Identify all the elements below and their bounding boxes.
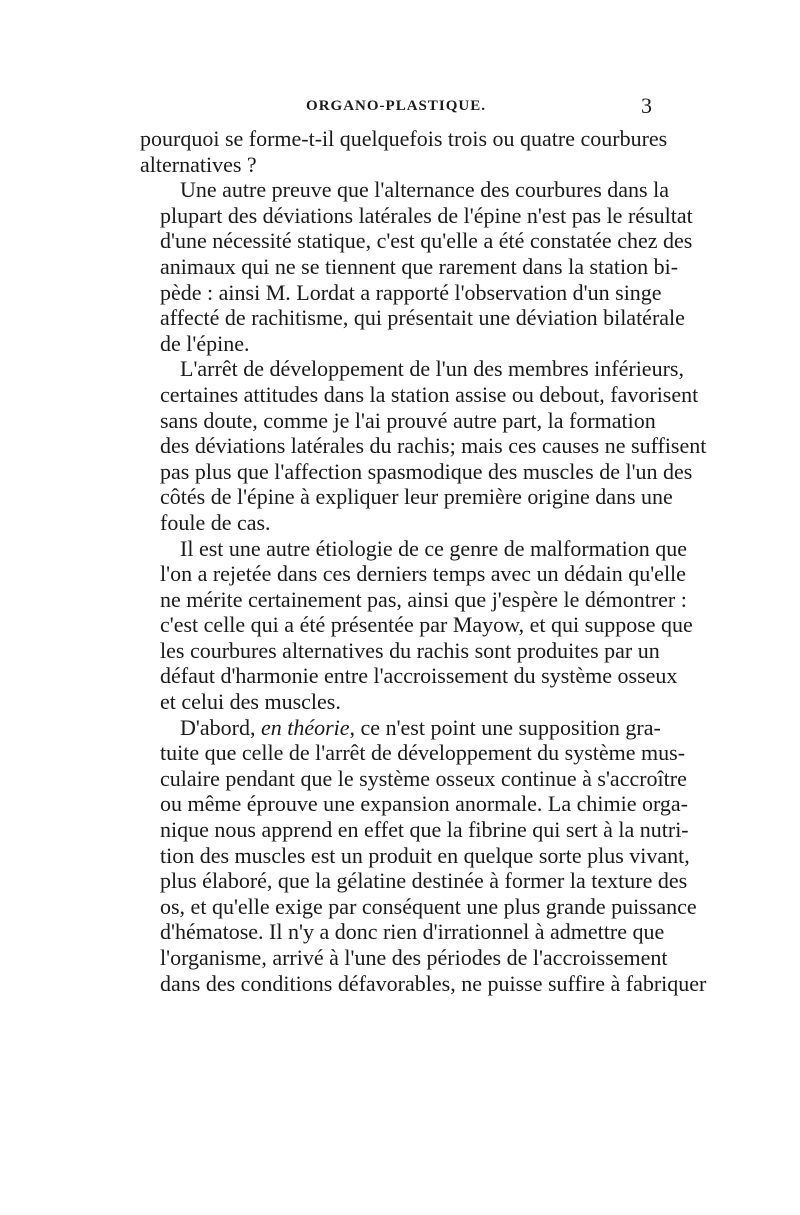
text-line: culaire pendant que le système osseux continue à s'accroître xyxy=(160,765,687,791)
text-line: plupart des déviations latérales de l'épine n'est pas le résultat xyxy=(160,202,693,228)
running-head xyxy=(140,94,652,118)
text-line: nique nous apprend en effet que la fibrine qui sert à la nutri- xyxy=(160,817,689,843)
text-line: L'arrêt de développement de l'un des membres inférieurs, xyxy=(180,356,684,382)
text-line: certaines attitudes dans la station assise ou debout, favorisent xyxy=(160,381,699,407)
text-line: ne mérite certainement pas, ainsi que j'espère le démontrer : xyxy=(160,586,687,612)
text-line: de l'épine. xyxy=(160,330,250,356)
text-line: d'une nécessité statique, c'est qu'elle a été constatée chez des xyxy=(160,228,693,254)
paragraph xyxy=(140,177,693,356)
text-line: sans doute, comme je l'ai prouvé autre part, la formation xyxy=(160,407,656,433)
text-line: plus élaboré, que la gélatine destinée à former la texture des xyxy=(160,868,688,894)
text-line: D'abord, en théorie, ce n'est point une supposition gra- xyxy=(180,714,661,740)
text-line: os, et qu'elle exige par conséquent une plus grande puissance xyxy=(160,893,697,919)
text-line: des déviations latérales du rachis; mais ces causes ne suffisent xyxy=(160,433,707,459)
text-line: Une autre preuve que l'alternance des courbures dans la xyxy=(180,177,669,203)
text-line: et celui des muscles. xyxy=(160,689,341,715)
text-line: animaux qui ne se tiennent que rarement dans la station bi- xyxy=(160,253,679,279)
text-line: pourquoi se forme-t-il quelquefois trois ou quatre courbures xyxy=(140,126,668,151)
text-line: côtés de l'épine à expliquer leur première origine dans une xyxy=(160,484,673,510)
running-title: ORGANO-PLASTIQUE. xyxy=(306,98,486,114)
text-line: c'est celle qui a été présentée par Mayow, et qui suppose que xyxy=(160,612,693,638)
page-number: 3 xyxy=(641,93,652,118)
paragraph xyxy=(140,356,707,535)
text-line: tion des muscles est un produit en quelque sorte plus vivant, xyxy=(160,842,690,868)
paragraph xyxy=(140,714,707,997)
text-line: d'hématose. Il n'y a donc rien d'irrationnel à admettre que xyxy=(160,919,665,945)
body-text xyxy=(140,126,707,996)
text-line: affecté de rachitisme, qui présentait une déviation bilatérale xyxy=(160,305,685,331)
text-line: l'organisme, arrivé à l'une des périodes de l'accroissement xyxy=(160,945,668,970)
text-line: alternatives ? xyxy=(140,151,257,177)
text-line: dans des conditions défavorables, ne puisse suffire à fabriquer xyxy=(160,970,707,996)
text-line: défaut d'harmonie entre l'accroissement du système osseux xyxy=(160,663,678,689)
text-line: pas plus que l'affection spasmodique des muscles de l'un des xyxy=(160,458,693,484)
paragraph xyxy=(140,535,693,715)
text-line: tuite que celle de l'arrêt de développement du système mus- xyxy=(160,740,686,766)
text-line: les courbures alternatives du rachis sont produites par un xyxy=(160,637,660,663)
text-line: ou même éprouve une expansion anormale. La chimie orga- xyxy=(160,791,689,817)
paragraph xyxy=(140,126,668,177)
text-line: foule de cas. xyxy=(160,509,271,535)
text-line: pède : ainsi M. Lordat a rapporté l'observation d'un singe xyxy=(160,279,662,305)
text-line: l'on a rejetée dans ces derniers temps avec un dédain qu'elle xyxy=(160,561,686,587)
text-line: Il est une autre étiologie de ce genre de malformation que xyxy=(180,535,688,561)
